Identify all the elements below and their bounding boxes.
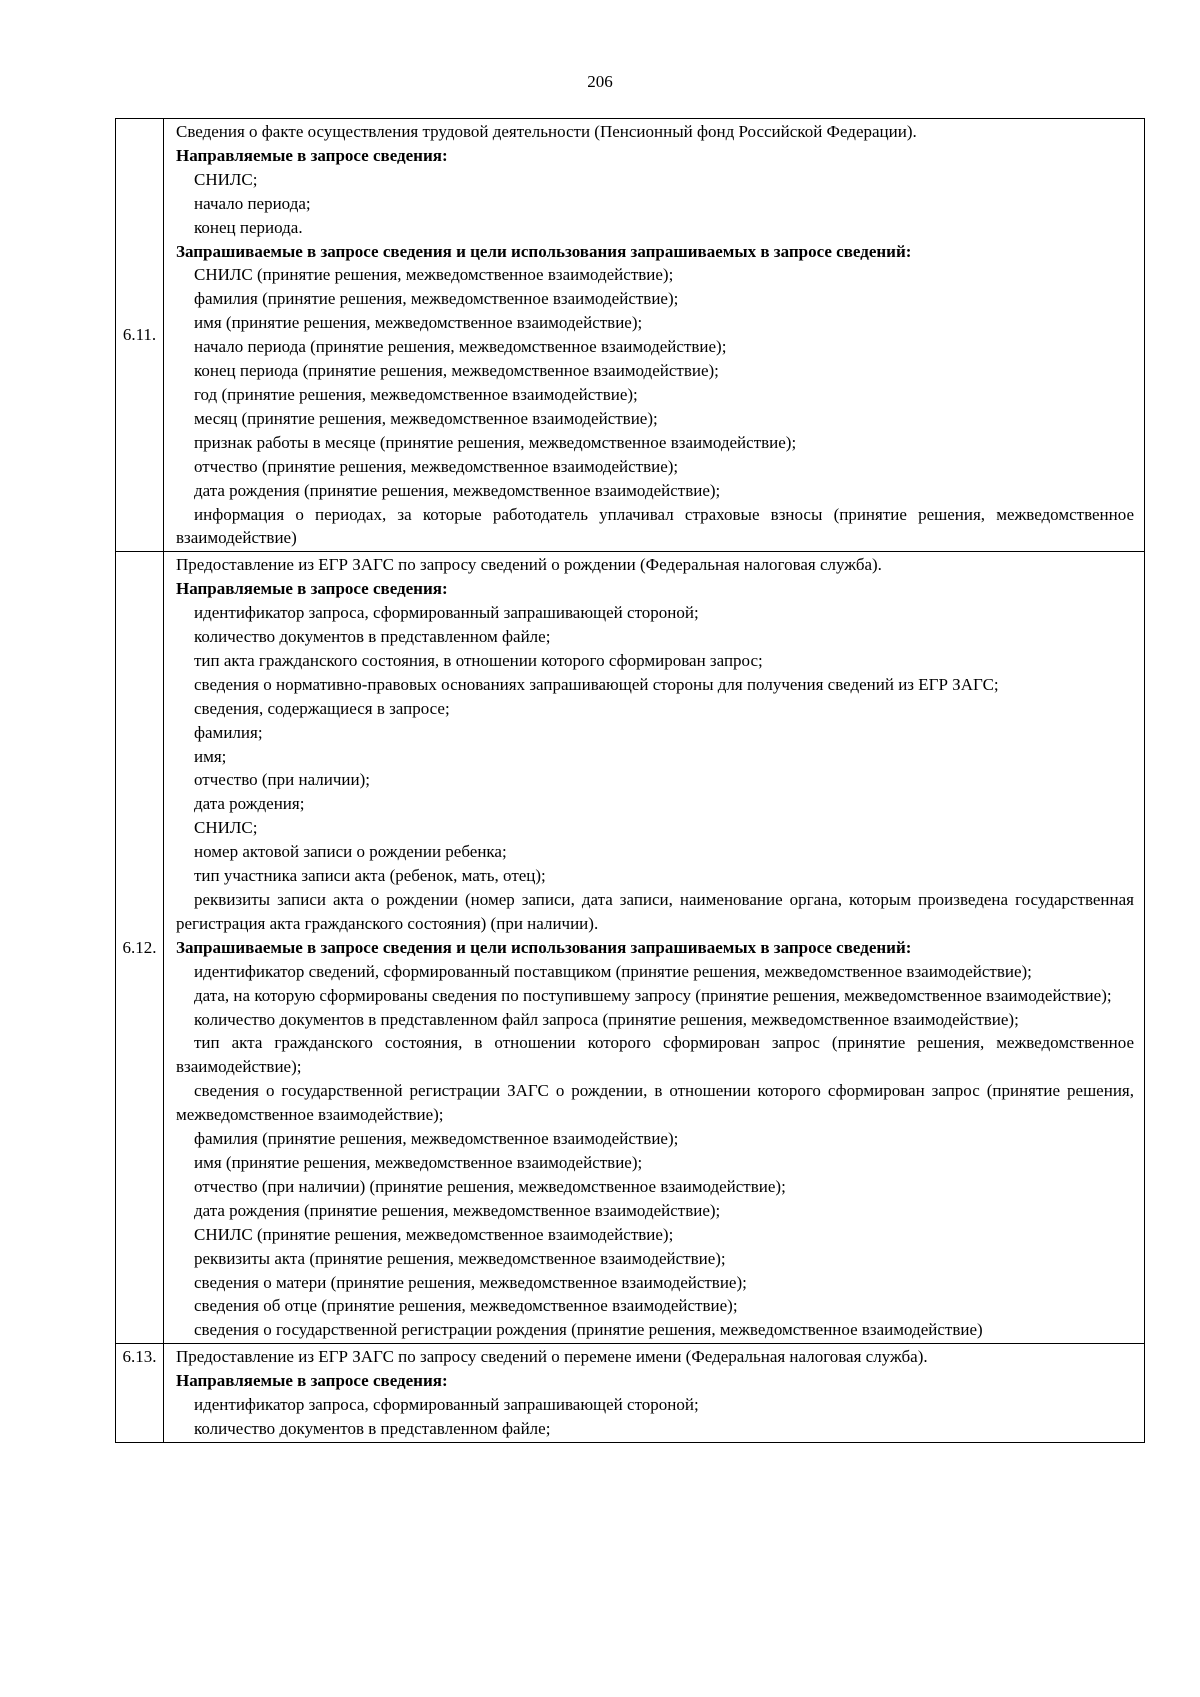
- list-item: дата рождения;: [194, 794, 305, 814]
- list-item: сведения об отце (принятие решения, межведомственное взаимодействие);: [194, 1296, 738, 1316]
- list-item: реквизиты записи акта о рождении (номер записи, дата записи, наименование органа, которым произведена государственная регистрация акта гражданского состояния) (при наличии).: [176, 890, 1134, 933]
- list-item: СНИЛС;: [194, 818, 258, 838]
- list-item: идентификатор запроса, сформированный запрашивающей стороной;: [194, 1395, 699, 1415]
- list-item: фамилия;: [194, 722, 263, 742]
- row-content: [164, 1344, 1145, 1443]
- list-item: фамилия (принятие решения, межведомственное взаимодействие);: [194, 1129, 679, 1149]
- row-title: Предоставление из ЕГР ЗАГС по запросу сведений о рождении (Федеральная налоговая служба).: [176, 555, 882, 575]
- list-item: сведения, содержащиеся в запросе;: [194, 698, 450, 718]
- section-heading: Направляемые в запросе сведения:: [176, 579, 448, 599]
- section-heading: Запрашиваемые в запросе сведения и цели использования запрашиваемых в запросе сведений:: [176, 241, 912, 261]
- list-item: реквизиты акта (принятие решения, межведомственное взаимодействие);: [194, 1248, 726, 1268]
- list-item: тип акта гражданского состояния, в отношении которого сформирован запрос;: [194, 650, 763, 670]
- section-heading: Направляемые в запросе сведения:: [176, 145, 448, 165]
- table-row-6-11: [116, 119, 1145, 552]
- table-body: [116, 119, 1145, 1443]
- list-item: номер актовой записи о рождении ребенка;: [194, 842, 507, 862]
- list-item: дата рождения (принятие решения, межведомственное взаимодействие);: [194, 480, 721, 500]
- section-heading: Запрашиваемые в запросе сведения и цели использования запрашиваемых в запросе сведений:: [176, 937, 912, 957]
- list-item: отчество (принятие решения, межведомственное взаимодействие);: [194, 456, 679, 476]
- list-item: тип участника записи акта (ребенок, мать, отец);: [194, 866, 546, 886]
- list-item: информация о периодах, за которые работодатель уплачивал страховые взносы (принятие решения, межведомственное взаимодействие): [176, 504, 1134, 548]
- list-item: СНИЛС;: [194, 169, 258, 189]
- list-item: месяц (принятие решения, межведомственное взаимодействие);: [194, 408, 658, 428]
- list-item: имя (принятие решения, межведомственное взаимодействие);: [194, 1152, 643, 1172]
- page-number: 206: [587, 72, 613, 91]
- list-item: признак работы в месяце (принятие решения, межведомственное взаимодействие);: [194, 432, 797, 452]
- list-item: дата рождения (принятие решения, межведомственное взаимодействие);: [194, 1200, 721, 1220]
- list-item: сведения о государственной регистрации рождения (принятие решения, межведомственное взаимодействие): [194, 1320, 983, 1340]
- list-item: дата, на которую сформированы сведения по поступившему запросу (принятие решения, межведомственное взаимодействие);: [194, 985, 1112, 1005]
- row-content: [164, 119, 1145, 552]
- list-item: конец периода.: [194, 217, 303, 237]
- list-item: имя;: [194, 746, 227, 766]
- list-item: количество документов в представленном файле;: [194, 1418, 551, 1438]
- list-item: сведения о нормативно-правовых основаниях запрашивающей стороны для получения сведений из ЕГР ЗАГС;: [194, 674, 999, 694]
- row-number: 6.13.: [116, 1344, 164, 1443]
- list-item: отчество (при наличии) (принятие решения, межведомственное взаимодействие);: [194, 1176, 786, 1196]
- list-item: отчество (при наличии);: [194, 770, 370, 790]
- list-item: начало периода (принятие решения, межведомственное взаимодействие);: [194, 337, 727, 357]
- list-item: тип акта гражданского состояния, в отношении которого сформирован запрос (принятие решения, межведомственное взаимодействие);: [176, 1033, 1134, 1077]
- list-item: фамилия (принятие решения, межведомственное взаимодействие);: [194, 289, 679, 309]
- list-item: количество документов в представленном файл запроса (принятие решения, межведомственное взаимодействие);: [194, 1009, 1019, 1029]
- list-item: идентификатор сведений, сформированный поставщиком (принятие решения, межведомственное взаимодействие);: [194, 961, 1032, 981]
- row-title: Предоставление из ЕГР ЗАГС по запросу сведений о перемене имени (Федеральная налоговая служба).: [176, 1347, 928, 1367]
- list-item: СНИЛС (принятие решения, межведомственное взаимодействие);: [194, 1224, 674, 1244]
- requirements-table: [115, 118, 1145, 1443]
- list-item: количество документов в представленном файле;: [194, 627, 551, 647]
- row-number: 6.11.: [116, 119, 164, 552]
- list-item: СНИЛС (принятие решения, межведомственное взаимодействие);: [194, 265, 674, 285]
- list-item: сведения о государственной регистрации ЗАГС о рождении, в отношении которого сформирован запрос (принятие решения, межведомственное взаимодействие);: [176, 1081, 1134, 1125]
- list-item: начало периода;: [194, 193, 311, 213]
- list-item: год (принятие решения, межведомственное взаимодействие);: [194, 384, 638, 404]
- list-item: имя (принятие решения, межведомственное взаимодействие);: [194, 313, 643, 333]
- list-item: конец периода (принятие решения, межведомственное взаимодействие);: [194, 361, 719, 381]
- row-title: Сведения о факте осуществления трудовой деятельности (Пенсионный фонд Российской Федерации).: [176, 122, 917, 141]
- table-row-6-12: [116, 552, 1145, 1344]
- table-row-6-13: [116, 1344, 1145, 1443]
- section-heading: Направляемые в запросе сведения:: [176, 1371, 448, 1391]
- row-content: [164, 552, 1145, 1344]
- list-item: сведения о матери (принятие решения, межведомственное взаимодействие);: [194, 1272, 747, 1292]
- list-item: идентификатор запроса, сформированный запрашивающей стороной;: [194, 603, 699, 623]
- row-number: 6.12.: [116, 552, 164, 1344]
